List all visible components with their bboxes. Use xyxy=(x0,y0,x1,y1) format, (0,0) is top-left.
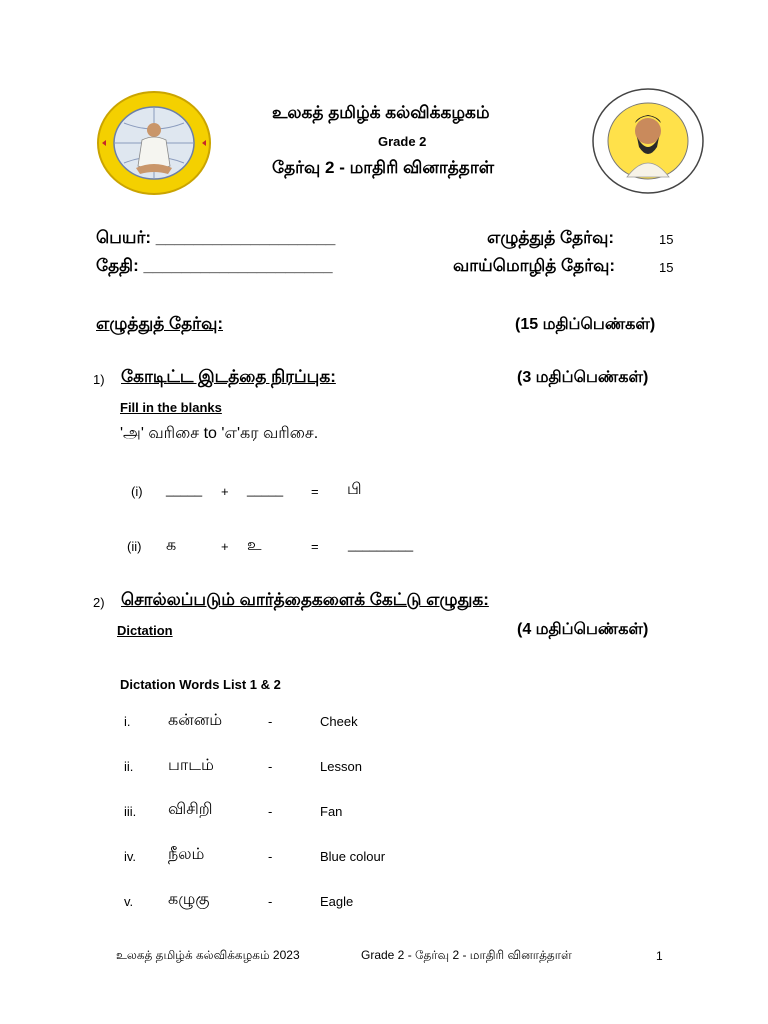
q1-row-plus: + xyxy=(221,484,229,499)
word-number: i. xyxy=(124,714,131,729)
written-section-title: எழுத்துத் தேர்வு: xyxy=(96,314,223,333)
word-english: Eagle xyxy=(320,894,354,909)
q1-subtitle: Fill in the blanks xyxy=(120,400,222,415)
q2-title: சொல்லப்படும் வார்த்தைகளைக் கேட்டு எழுதுக: xyxy=(121,590,489,609)
q1-title: கோடிட்ட இடத்தை நிரப்புக: xyxy=(121,367,336,386)
word-number: v. xyxy=(124,894,134,909)
logo-left-graphic xyxy=(96,90,212,196)
q1-row-letter: உ xyxy=(247,537,262,554)
word-tamil: விசிறி xyxy=(168,801,213,818)
footer-page-number: 1 xyxy=(656,949,663,963)
q1-row-plus: + xyxy=(221,539,229,554)
word-dash: - xyxy=(268,849,273,864)
word-dash: - xyxy=(268,759,273,774)
oral-exam-label: வாய்மொழித் தேர்வு: xyxy=(453,256,616,275)
q2-subtitle: Dictation xyxy=(117,623,173,638)
q1-row-equals: = xyxy=(311,539,319,554)
q1-row-label: (ii) xyxy=(127,539,142,554)
international-tamil-academy-logo xyxy=(96,90,212,196)
q1-row-equals: = xyxy=(311,484,319,499)
name-field-label: பெயர்: ___________________ xyxy=(96,228,336,247)
word-number: ii. xyxy=(124,759,134,774)
q1-instruction: 'அ' வரிசை to 'எ'கர வரிசை. xyxy=(120,425,319,442)
q1-row-blank: _________ xyxy=(348,537,414,552)
word-dash: - xyxy=(268,894,273,909)
word-tamil: நீலம் xyxy=(168,846,205,863)
footer-academy: உலகத் தமிழ்க் கல்விக்கழகம் 2023 xyxy=(116,948,300,962)
q1-row-result: பி xyxy=(347,481,362,498)
word-english: Cheek xyxy=(320,714,358,729)
written-exam-label: எழுத்துத் தேர்வு: xyxy=(487,228,614,247)
california-tamil-academy-logo xyxy=(591,87,705,195)
word-tamil: பாடம் xyxy=(168,757,214,774)
exam-title: தேர்வு 2 - மாதிரி வினாத்தாள் xyxy=(272,158,495,177)
word-tamil: கழுகு xyxy=(168,891,210,908)
academy-title: உலகத் தமிழ்க் கல்விக்கழகம் xyxy=(272,103,490,122)
footer-exam: Grade 2 - தேர்வு 2 - மாதிரி வினாத்தாள் xyxy=(361,948,572,962)
logo-right-graphic xyxy=(591,87,705,195)
word-dash: - xyxy=(268,714,273,729)
oral-exam-value: 15 xyxy=(659,260,674,275)
written-section-marks: (15 மதிப்பெண்கள்) xyxy=(515,316,656,333)
q2-marks: (4 மதிப்பெண்கள்) xyxy=(517,621,649,638)
date-field-label: தேதி: ____________________ xyxy=(96,256,333,275)
q1-row-blank: _____ xyxy=(166,482,203,497)
word-dash: - xyxy=(268,804,273,819)
q2-number: 2) xyxy=(93,595,105,610)
q1-row-label: (i) xyxy=(131,484,143,499)
q1-row-blank: _____ xyxy=(247,482,284,497)
word-english: Fan xyxy=(320,804,343,819)
written-exam-value: 15 xyxy=(659,232,674,247)
word-english: Lesson xyxy=(320,759,362,774)
q1-row-letter: க xyxy=(166,537,177,554)
word-tamil: கன்னம் xyxy=(168,712,223,729)
grade-label: Grade 2 xyxy=(378,134,427,149)
word-number: iv. xyxy=(124,849,137,864)
q1-marks: (3 மதிப்பெண்கள்) xyxy=(517,369,649,386)
dictation-list-title: Dictation Words List 1 & 2 xyxy=(120,677,281,692)
word-number: iii. xyxy=(124,804,137,819)
q1-number: 1) xyxy=(93,372,105,387)
word-english: Blue colour xyxy=(320,849,386,864)
